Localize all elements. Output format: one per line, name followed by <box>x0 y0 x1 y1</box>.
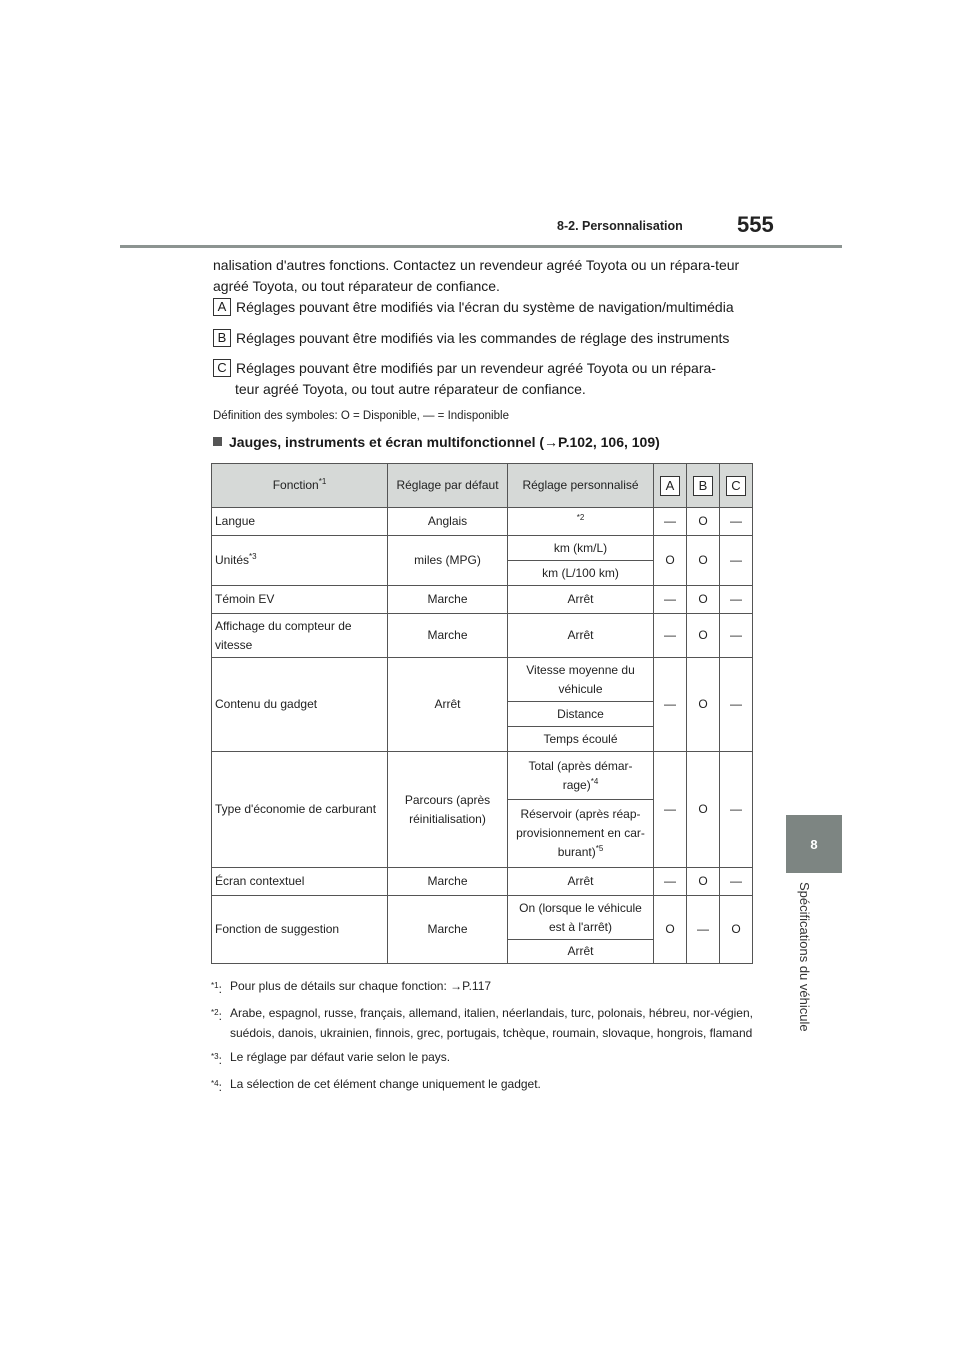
function-cell: Écran contextuel <box>212 868 388 896</box>
default-cell: Arrêt <box>388 658 508 752</box>
b-cell: O <box>687 586 720 614</box>
letter-box-a: A <box>660 476 680 496</box>
table-row <box>212 658 753 702</box>
a-cell: — <box>654 586 687 614</box>
letter-box-c: C <box>726 476 746 496</box>
a-cell: O <box>654 536 687 586</box>
c-cell: O <box>720 896 753 964</box>
legend-text: Réglages pouvant être modifiés via les commandes de réglage des instruments <box>236 330 730 346</box>
default-cell: Marche <box>388 896 508 964</box>
legend-item-a <box>213 297 773 318</box>
table-row <box>212 752 753 800</box>
a-cell: — <box>654 868 687 896</box>
custom-cell: Total (après démar-rage)$^{*4}$ <box>508 752 654 800</box>
a-cell: — <box>654 658 687 752</box>
table-row <box>212 896 753 940</box>
custom-cell: Arrêt <box>508 614 654 658</box>
a-cell: — <box>654 508 687 536</box>
chapter-number: 8 <box>810 836 818 852</box>
legend-text-continued: teur agréé Toyota, ou tout autre réparateur de confiance. <box>235 381 586 397</box>
letter-box-a: A <box>213 298 231 316</box>
footnote: $^{*1}$: Pour plus de détails sur chaque fonction: →P.117 <box>211 979 492 996</box>
default-cell: miles (MPG) <box>388 536 508 586</box>
default-cell: Marche <box>388 586 508 614</box>
section-title: 8-2. Personnalisation <box>557 219 683 233</box>
custom-cell: On (lorsque le véhicule est à l'arrêt) <box>508 896 654 940</box>
letter-box-b: B <box>693 476 713 496</box>
custom-cell: Distance <box>508 702 654 727</box>
letter-box-c: C <box>213 359 231 377</box>
c-cell: — <box>720 868 753 896</box>
square-bullet-icon <box>213 437 222 446</box>
b-cell: O <box>687 536 720 586</box>
footnote: $^{*4}$: La sélection de cet élément change uniquement le gadget. <box>211 1077 541 1094</box>
a-cell: — <box>654 752 687 868</box>
c-cell: — <box>720 586 753 614</box>
custom-cell: Arrêt <box>508 586 654 614</box>
custom-cell: km (L/100 km) <box>508 561 654 586</box>
c-cell: — <box>720 536 753 586</box>
a-cell: O <box>654 896 687 964</box>
legend-text: Réglages pouvant être modifiés par un revendeur agréé Toyota ou un répara- <box>236 360 716 376</box>
footnotes <box>211 976 756 1101</box>
col-header-custom: Réglage personnalisé <box>508 464 654 508</box>
custom-cell: Vitesse moyenne du véhicule <box>508 658 654 702</box>
custom-cell: Arrêt <box>508 868 654 896</box>
c-cell: — <box>720 614 753 658</box>
b-cell: O <box>687 508 720 536</box>
header-divider <box>120 245 842 248</box>
legend-item-b <box>213 328 773 349</box>
table-row <box>212 586 753 614</box>
col-header-function: Fonction$^{*1}$ <box>212 464 388 508</box>
default-cell: Anglais <box>388 508 508 536</box>
settings-table <box>211 463 753 964</box>
table-row <box>212 868 753 896</box>
custom-cell: *2 <box>508 508 654 536</box>
default-cell: Parcours (après réinitialisation) <box>388 752 508 868</box>
custom-cell: Temps écoulé <box>508 727 654 752</box>
section-heading-text: Jauges, instruments et écran multifonctionnel (→P.102, 106, 109) <box>229 434 660 450</box>
symbols-definition: Définition des symboles: O = Disponible, — = Indisponible <box>213 410 509 422</box>
default-cell: Marche <box>388 868 508 896</box>
col-header-c <box>720 464 753 508</box>
legend-item-c <box>213 358 773 400</box>
b-cell: — <box>687 896 720 964</box>
function-cell: Unités$^{*3}$ <box>212 536 388 586</box>
b-cell: O <box>687 658 720 752</box>
b-cell: O <box>687 868 720 896</box>
function-cell: Affichage du compteur de vitesse <box>212 614 388 658</box>
intro-paragraph: nalisation d'autres fonctions. Contactez un revendeur agréé Toyota ou un répara-teur agréé Toyota, ou tout réparateur de confiance. <box>213 257 740 294</box>
chapter-tab <box>786 815 842 873</box>
b-cell: O <box>687 752 720 868</box>
function-cell: Fonction de suggestion <box>212 896 388 964</box>
letter-box-b: B <box>213 329 231 347</box>
table-row <box>212 536 753 561</box>
b-cell: O <box>687 614 720 658</box>
c-cell: — <box>720 752 753 868</box>
footnote: $^{*2}$: Arabe, espagnol, russe, français, allemand, italien, néerlandais, turc, polonais, hébreu, nor-végien, suédois, danois, ukrainien, finnois, grec, portugais, tchèque, roumain, slovaque, hongrois, flamand <box>211 1006 753 1040</box>
c-cell: — <box>720 658 753 752</box>
function-cell: Langue <box>212 508 388 536</box>
table-header-row <box>212 464 753 508</box>
table-row <box>212 508 753 536</box>
custom-cell: km (km/L) <box>508 536 654 561</box>
table-row <box>212 614 753 658</box>
custom-cell: Réservoir (après réap-provisionnement en car-burant)$^{*5}$ <box>508 800 654 868</box>
custom-cell: Arrêt <box>508 940 654 964</box>
section-heading <box>213 434 660 450</box>
c-cell: — <box>720 508 753 536</box>
function-cell: Contenu du gadget <box>212 658 388 752</box>
col-header-a <box>654 464 687 508</box>
default-cell: Marche <box>388 614 508 658</box>
legend-text: Réglages pouvant être modifiés via l'écran du système de navigation/multimédia <box>236 299 734 315</box>
footnote: $^{*3}$: Le réglage par défaut varie selon le pays. <box>211 1050 451 1067</box>
function-cell: Type d'économie de carburant <box>212 752 388 868</box>
page-number: 555 <box>737 212 774 237</box>
col-header-b <box>687 464 720 508</box>
col-header-default: Réglage par défaut <box>388 464 508 508</box>
chapter-label: Spécifications du véhicule <box>797 882 812 1032</box>
a-cell: — <box>654 614 687 658</box>
function-cell: Témoin EV <box>212 586 388 614</box>
